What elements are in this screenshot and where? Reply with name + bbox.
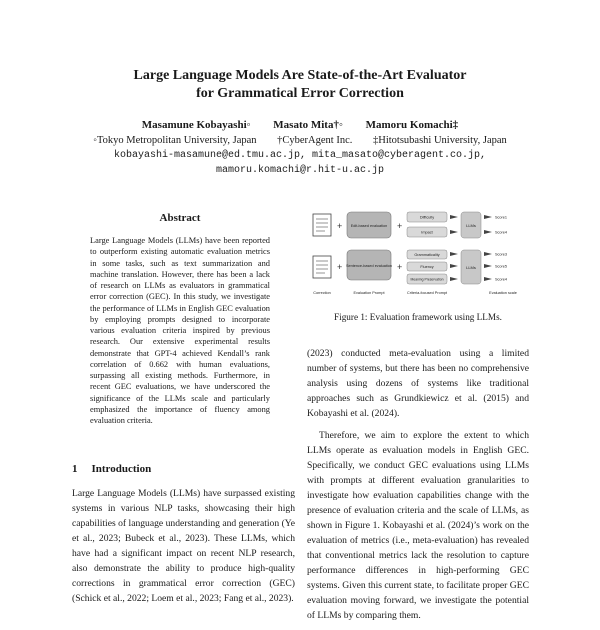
framework-diagram [307,206,529,302]
title-line-2: for Grammatical Error Correction [196,86,404,101]
paragraph: (2023) conducted meta-evaluation using a limited number of systems, but there has been no comprehensive analysis using dozens of systems like traditional approaches such as Grundkiewicz et al. (2015) and Kobayashi et al. (2024). [307,348,529,419]
arrow-icon [484,215,492,281]
column-label: Evaluation Prompt [353,291,385,295]
document-icon [313,214,331,236]
criteria-label: Difficulty [419,215,435,220]
plus-sign: + [397,262,403,272]
arrow-icon [450,215,458,281]
affiliation-1: ◦Tokyo Metropolitan University, Japan [93,135,257,146]
llm-label: LLMs [466,265,476,270]
section-number: 1 [72,463,78,475]
column-label: Correction [313,291,331,295]
sentence-based-label: Sentence-based evaluation [345,264,393,268]
section-title: Introduction [91,463,152,475]
score-label: Score3 [495,252,508,257]
edit-based-label: Edit-based evaluation [350,224,388,228]
figure-caption: Figure 1: Evaluation framework using LLMs. [334,312,502,322]
plus-sign: + [337,262,343,272]
figure-1 [307,206,529,302]
emails-line-2: mamoru.komachi@r.hit-u.ac.jp [215,165,385,176]
score-label: Score4 [495,277,508,282]
emails-line-1: kobayashi-masamune@ed.tmu.ac.jp, mita_masato@cyberagent.co.jp, [113,150,487,161]
paragraph: Therefore, we aim to explore the extent to which LLMs operate as evaluation models in English GEC. Specifically, we conduct GEC evaluations using LLMs with prompts at different evaluation granularities to investigate how evaluation capabilities change with the presence of evaluation criteria and the scale of LLMs, as shown in Figure 1. Kobayashi et al. (2024)’s work on the evaluation of metrics (i.e., meta-evaluation) has revealed that conventional metrics lack the resolution to capture performance differences in high-performing GEC systems. Given this current state, to facilitate proper GEC evaluation moving forward, we investigate the potential of LLMs by comparing them. [307,430,529,621]
criteria-label: Fluency [420,265,434,269]
affiliation-2: †CyberAgent Inc. [277,135,353,146]
plus-sign: + [397,221,403,231]
affiliation-list [0,134,600,148]
column-label: Evaluation scale [489,291,517,295]
score-label: Score1 [495,215,508,220]
author-list [0,118,600,132]
introduction-text: Large Language Models (LLMs) have surpassed existing systems in various NLP tasks, showcasing their high capabilities of language understanding and generation (Ye et al., 2023; Bubeck et al., 2023). These LLMs, which have had a significant impact on recent NLP research, also demonstrate the ability to produce high-quality corrections in grammatical error correction (GEC) (Schick et al., 2022; Loem et al., 2023; Fang et al., 2023). [72,488,295,604]
author-3: Mamoru Komachi‡ [365,119,459,131]
abstract-heading: Abstract [159,212,201,224]
score-label: Score5 [495,264,508,269]
abstract-text: Large Language Models (LLMs) have been reported to outperform existing automatic evaluation metrics in some tasks, such as text summarization and machine translation. However, there has been a lack of research on LLMs as evaluators in grammatical error correction (GEC). In this study, we investigate the performance of LLMs in English GEC evaluation by employing prompts designed to incorporate various evaluation criteria inspired by previous research. Our extensive experimental results demonstrate that GPT-4 achieved Kendall’s rank correlation of 0.662 with human evaluations, surpassing all existing methods. Furthermore, in recent GEC evaluations, we have underscored the significance of the LLMs scale and particularly emphasized the importance of fluency among evaluation criteria. [90,236,270,425]
criteria-label: Grammaticality [414,253,440,257]
score-label: Score4 [495,230,508,235]
affiliation-3: ‡Hitotsubashi University, Japan [373,135,507,146]
column-label: Criteria-focused Prompt [406,291,448,295]
document-icon [313,256,331,278]
criteria-label: Meaning Preservation [410,277,444,282]
plus-sign: + [337,221,343,231]
llm-label: LLMs [466,223,476,228]
title-line-1: Large Language Models Are State-of-the-Art Evaluator [133,68,467,83]
paper-title [0,67,600,103]
right-column-text [307,346,529,630]
criteria-label: Impact [421,230,433,235]
author-2: Masato Mita†◦ [273,119,343,131]
author-1: Masamune Kobayashi◦ [141,119,251,131]
section-heading-introduction [72,463,151,475]
